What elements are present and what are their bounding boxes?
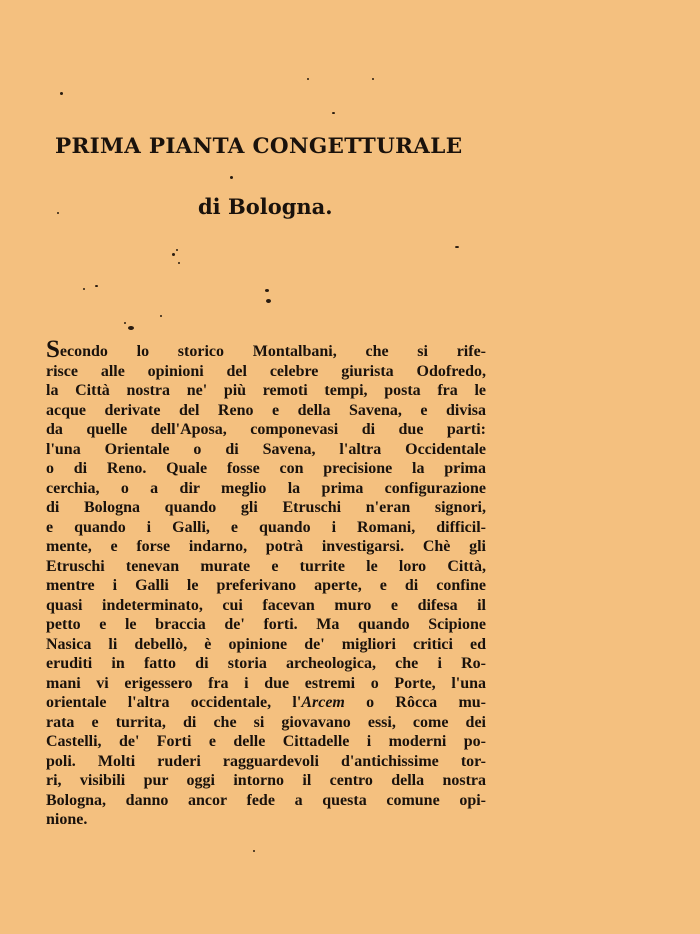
page-title: PRIMA PIANTA CONGETTURALE — [55, 134, 463, 159]
ink-speck — [372, 78, 374, 80]
ink-speck — [176, 249, 178, 251]
text-line — [46, 693, 486, 713]
text-line: acque derivate del Reno e della Savena, e divisa — [46, 401, 486, 419]
ink-speck — [128, 326, 134, 330]
ink-speck — [160, 315, 162, 317]
text-line: eruditi in fatto di storia archeologica, che i Ro- — [46, 655, 486, 672]
text-line: Castelli, de' Forti e delle Cittadelle i moderni po- — [46, 733, 486, 750]
text-line: rata e turrita, di che si giovavano essi, come dei — [46, 713, 486, 731]
page-subtitle: di Bologna. — [198, 194, 333, 219]
text-line: nione. — [46, 811, 88, 828]
text-line-content: econdo lo storico Montalbani, che si rife- — [59, 343, 486, 360]
text-line: da quelle dell'Aposa, componevasi di due parti: — [46, 421, 486, 438]
text-line-tail: o Rôcca mu- — [344, 694, 487, 711]
drop-cap: S — [46, 336, 60, 363]
ink-speck — [124, 322, 126, 324]
text-line: la Città nostra ne' più remoti tempi, posta fra le — [46, 382, 486, 399]
text-line — [46, 336, 486, 363]
ink-speck — [266, 299, 271, 303]
text-line: Nasica li debellò, è opinione de' migliori critici ed — [46, 635, 486, 653]
ink-speck — [307, 78, 309, 80]
text-line: Bologna, danno ancor fede a questa comune opi- — [46, 791, 486, 809]
ink-speck — [60, 92, 63, 95]
body-paragraph — [46, 336, 487, 830]
ink-speck — [178, 262, 180, 264]
ink-speck — [332, 112, 335, 114]
text-line: l'una Orientale o di Savena, l'altra Occidentale — [46, 440, 486, 458]
text-line: o di Reno. Quale fosse con precisione la prima — [46, 460, 486, 477]
italic-word: Arcem — [301, 694, 345, 711]
text-line: ri, visibili pur oggi intorno il centro della nostra — [46, 772, 486, 789]
text-line: quasi indeterminato, cui facevan muro e difesa il — [46, 596, 486, 614]
ink-speck — [95, 285, 98, 287]
text-line: mentre i Galli le preferivano aperte, e di confine — [46, 577, 486, 594]
text-line: risce alle opinioni del celebre giurista Odofredo, — [46, 362, 486, 380]
text-line: mani vi erigessero fra i due estremi o Porte, l'una — [46, 674, 486, 692]
ink-speck — [455, 246, 459, 248]
ink-speck — [265, 289, 269, 292]
text-line: mente, e forse indarno, potrà investigarsi. Chè gli — [46, 538, 486, 555]
text-line: poli. Molti ruderi ragguardevoli d'antichissime tor- — [46, 752, 486, 770]
text-line-content: orientale l'altra occidentale, l' — [46, 694, 302, 711]
ink-speck — [57, 212, 59, 214]
text-line: cerchia, o a dir meglio la prima configurazione — [46, 479, 486, 497]
text-line: petto e le braccia de' forti. Ma quando Scipione — [46, 616, 486, 633]
text-line: di Bologna quando gli Etruschi n'eran signori, — [46, 499, 486, 516]
text-line: Etruschi tenevan murate e turrite le loro Città, — [46, 557, 486, 575]
ink-speck — [83, 288, 85, 290]
text-line: e quando i Galli, e quando i Romani, difficil- — [46, 518, 486, 536]
ink-speck — [230, 176, 233, 179]
ink-speck — [253, 850, 255, 852]
ink-speck — [172, 253, 175, 256]
